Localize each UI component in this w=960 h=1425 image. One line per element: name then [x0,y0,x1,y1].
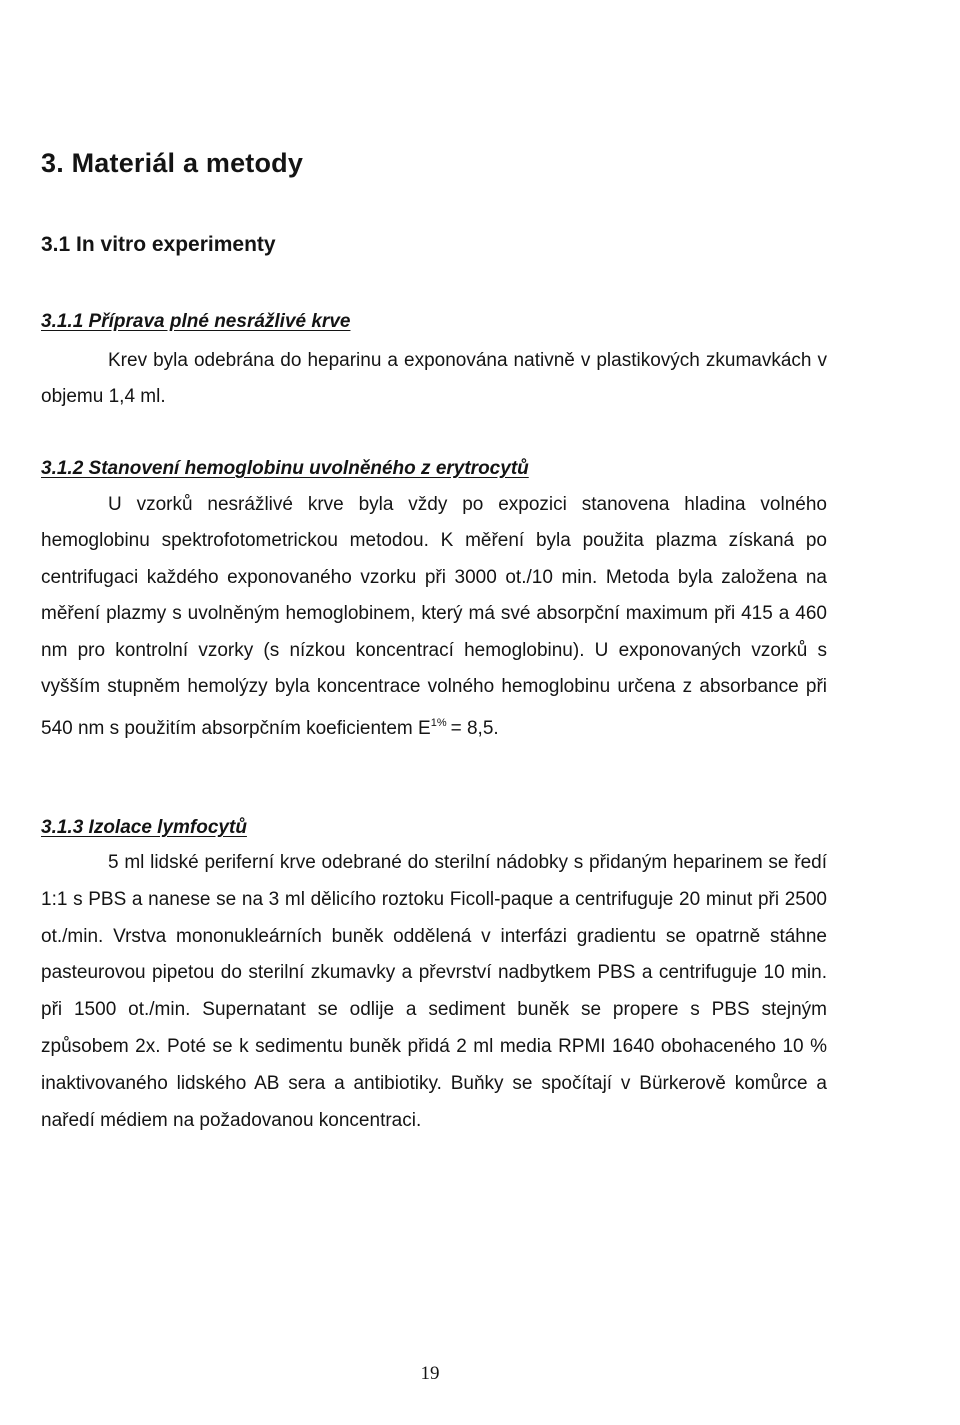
page-number: 19 [420,1363,440,1384]
subsection-heading-3-1-3: 3.1.3 Izolace lymfocytů [41,817,247,838]
subsection-heading-3-1-2: 3.1.2 Stanovení hemoglobinu uvolněného z erytrocytů [41,458,529,479]
formula-symbol: E [418,718,431,740]
subsection-heading-3-1-1: 3.1.1 Příprava plné nesrážlivé krve [41,311,351,332]
chapter-title: 3. Materiál a metody [41,148,304,178]
formula-superscript: 1% [430,717,447,730]
paragraph-3-1-3: 5 ml lidské periferní krve odebrané do sterilní nádobky s přidaným heparinem se ředí 1:1 s PBS a nanese se na 3 ml dělicího roztoku Ficoll-paque a centrifuguje 20 minut při 2500 ot./min. Vrstva mononukleárních buněk oddělená v interfázi gradientu se opatrně stáhne pasteurovou pipetou do sterilní zkumavky a převrství nadbytkem PBS a centrifuguje 10 min. při 1500 ot./min. Supernatant se odlije a sediment buněk se propere s PBS stejným způsobem 2x. Poté se k sedimentu buněk přidá 2 ml media RPMI 1640 obohaceného 10 % inaktivovaného lidského AB sera a antibiotiky. Buňky se spočítají v Bürkerově komůrce a naředí médiem na požadovanou koncentraci. [41,852,827,1131]
section-title: 3.1 In vitro experimenty [41,233,276,256]
paragraph-3-1-1: Krev byla odebrána do heparinu a exponována nativně v plastikových zkumavkách v objemu 1,4 ml. [41,350,827,407]
paragraph-3-1-2 [41,487,827,748]
formula-value: = 8,5. [450,718,499,740]
paragraph-3-1-2-text: U vzorků nesrážlivé krve byla vždy po expozici stanovena hladina volného hemoglobinu spektrofotometrickou metodou. K měření byla použita plazma získaná po centrifugaci každého exponovaného vzorku při 3000 ot./10 min. Metoda byla založena na měření plazmy s uvolněným hemoglobinem, který má své absorpční maximum při 415 a 460 nm pro kontrolní vzorky (s nízkou koncentrací hemoglobinu). U exponovaných vzorků s vyšším stupněm hemolýzy byla koncentrace volného hemoglobinu určena z absorbance při 540 nm s použitím absorpčním koeficientem [41,494,827,740]
